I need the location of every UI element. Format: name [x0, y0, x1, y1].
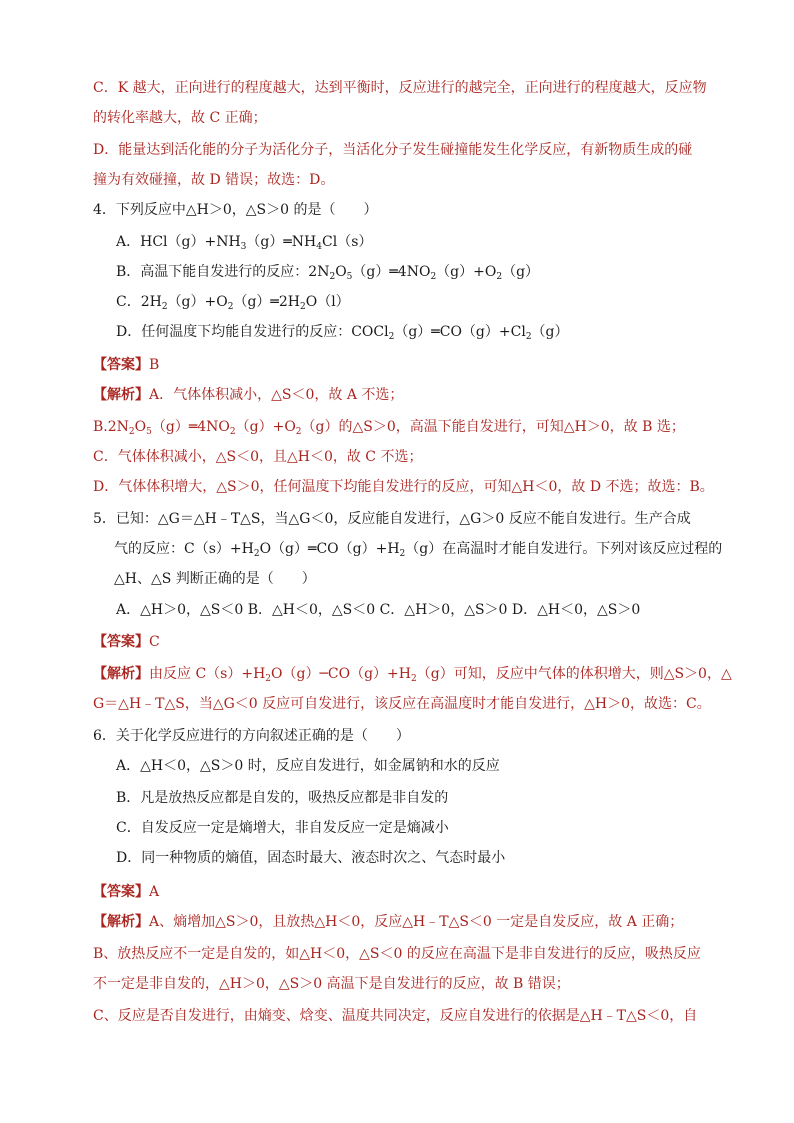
text-line: 4．下列反应中△H＞0，△S＞0 的是（ ） [93, 202, 378, 218]
text-line: B、放热反应不一定是自发的，如△H＜0，△S＜0 的反应在高温下是非自发进行的反应，吸热反应 [93, 946, 701, 962]
label-content: A．气体体积减小，△S＜0，故 A 不选； [149, 387, 404, 403]
text-line: A．△H＜0，△S＞0 时，反应自发进行，如金属钠和水的反应 [116, 758, 500, 774]
analysis-line [93, 912, 713, 932]
text-line: C．$2H_2(g)+O_2(g)═2H_2O(l)$ [116, 294, 350, 312]
text-line: D．同一种物质的熵值，固态时最大、液态时次之、气态时最小 [116, 850, 506, 866]
label-content: C [149, 634, 160, 650]
text-line: A．△H＞0，△S＜0 B．△H＜0，△S＜0 C．△H＞0，△S＞0 D．△H＜0，△S＞0 [116, 602, 641, 618]
label-content: B [149, 357, 160, 373]
text-line: D．气体体积增大，△S＞0，任何温度下均能自发进行的反应，可知△H＜0，故 D 不选；故选：B。 [93, 479, 714, 495]
label-tag: 【解析】 [93, 666, 149, 682]
text-line: C．自发反应一定是熵增大，非自发反应一定是熵减小 [116, 820, 449, 836]
text-line: G＝△H﹣T△S，当△G＜0 反应可自发进行，该反应在高温度时才能自发进行，△H＞0，故选：C。 [93, 696, 711, 712]
text-line: △H、△S 判断正确的是（ ） [114, 571, 316, 587]
text-line: 撞为有效碰撞，故 D 错误；故选：D。 [93, 172, 335, 188]
answer-line [93, 632, 713, 652]
label-tag: 【答案】 [93, 634, 149, 650]
label-tag: 【答案】 [93, 357, 149, 373]
text-line: 不一定是非自发的，△H＞0，△S＞0 高温下是自发进行的反应，故 B 错误； [93, 976, 570, 992]
text-line: D．任何温度下均能自发进行的反应：$COCl_2(g)═CO(g)+Cl_2(g)$ [116, 324, 569, 342]
text-line: $B.2N_2O_5(g)═4NO_2(g)+O_2(g)$的△S＞0，高温下能自发进行，可知△H＞0，故 B 选； [93, 419, 685, 437]
analysis-line [93, 385, 713, 405]
label-tag: 【答案】 [93, 884, 149, 900]
text-line: C、反应是否自发进行，由熵变、焓变、温度共同决定，反应自发进行的依据是△H﹣T△S＜0，自 [93, 1008, 698, 1024]
label-tag: 【解析】 [93, 387, 149, 403]
text-line: D．能量达到活化能的分子为活化分子，当活化分子发生碰撞能发生化学反应，有新物质生成的碰 [93, 142, 693, 158]
text-line: B．高温下能自发进行的反应：$2N_2O_5(g)═4NO_2(g)+O_2(g)$ [116, 264, 540, 282]
text-line: C．气体体积减小，△S＜0，且△H＜0，故 C 不选； [93, 449, 423, 465]
analysis-line [93, 664, 732, 684]
label-content: A、熵增加△S＞0，且放热△H＜0，反应△H﹣T△S＜0 一定是自发反应，故 A 正确； [149, 914, 684, 930]
answer-line [93, 882, 713, 902]
text-line: A．$HCl(g)+NH_3(g)═NH_4Cl(s)$ [116, 234, 373, 252]
text-line: B．凡是放热反应都是自发的，吸热反应都是非自发的 [116, 790, 449, 806]
text-line: C．K 越大，正向进行的程度越大，达到平衡时，反应进行的越完全，正向进行的程度越大，反应物 [93, 80, 707, 96]
label-content: A [149, 884, 160, 900]
answer-line [93, 355, 713, 375]
text-line: 6．关于化学反应进行的方向叙述正确的是（ ） [93, 728, 410, 744]
text-line: 5．已知：△G＝△H﹣T△S，当△G＜0，反应能自发进行，△G＞0 反应不能自发进行。生产合成 [93, 511, 691, 527]
label-content: 由反应 $C(s)+H_2O(g)─CO(g)+H_2(g)$可知，反应中气体的体积增大，则△S＞0，△ [149, 666, 732, 684]
label-tag: 【解析】 [93, 914, 149, 930]
text-line: 的转化率越大，故 C 正确； [93, 110, 267, 126]
text-line: 气的反应：$C(s)+H_2O(g)═CO(g)+H_2(g)$在高温时才能自发进行。下列对该反应过程的 [114, 541, 723, 559]
